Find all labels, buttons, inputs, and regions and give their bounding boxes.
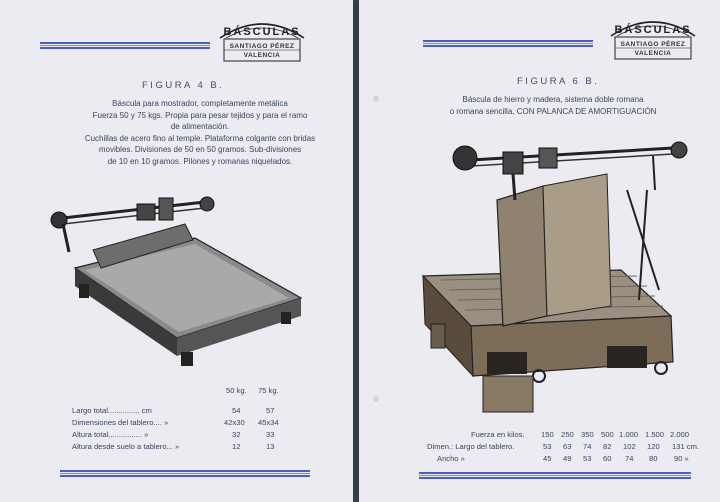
table-row-label: Dimensiones del tablero.... » <box>72 418 169 427</box>
platform-scale-illustration <box>411 130 711 430</box>
table-cell: 500 <box>601 430 614 439</box>
table-cell: 90 » <box>674 454 689 463</box>
table-cell: 2.000 <box>670 430 690 439</box>
dimen-label: Dimen.: Largo del tablero. <box>427 442 515 451</box>
description-line: movibles. Divisiones de 50 en 50 gramos. Sub-divisiones <box>98 145 302 154</box>
table-cell: 74 <box>625 454 634 463</box>
table-row-label: Largo total............... cm <box>72 406 152 415</box>
punch-hole <box>373 96 379 102</box>
table-cell: 60 <box>603 454 612 463</box>
sizes-table <box>359 424 720 464</box>
table-cell: 80 <box>649 454 658 463</box>
figure-title: FIGURA 6 B. <box>517 76 600 87</box>
footer-rule <box>60 470 310 477</box>
table-cell: 12 <box>232 442 241 451</box>
table-cell: 45x34 <box>258 418 279 427</box>
header-rule <box>40 42 210 49</box>
table-cell: 33 <box>266 430 275 439</box>
product-description <box>60 98 340 167</box>
table-row-label: Altura desde suelo a tablero... » <box>72 442 180 451</box>
table-cell: 1.000 <box>619 430 639 439</box>
table-cell: 49 <box>563 454 572 463</box>
description-line: Cuchillas de acero fino al temple. Plataforma colgante con bridas <box>84 133 316 143</box>
catalog-page-right <box>359 0 720 502</box>
footer-rule <box>419 472 691 479</box>
description-line: de 10 en 10 gramos. Pilones y romanas niquelados. <box>107 156 293 166</box>
table-cell: 1.500 <box>645 430 665 439</box>
table-cell: 150 <box>541 430 554 439</box>
counter-scale-illustration <box>45 188 315 378</box>
catalog-page-left <box>0 0 353 502</box>
logo-maker: SANTIAGO PÉREZ <box>229 43 295 50</box>
figure-title: FIGURA 4 B. <box>142 80 225 91</box>
table-header: 50 kg. <box>226 386 247 395</box>
description-line: Báscula para mostrador, completamente metálica <box>112 99 288 108</box>
basculas-logo <box>214 16 310 64</box>
logo-maker: SANTIAGO PÉREZ <box>620 41 686 48</box>
logo-city: VALENCIA <box>243 52 281 59</box>
description-line: Báscula de hierro y madera, sistema doble romana <box>462 95 644 104</box>
table-cell: 250 <box>561 430 574 439</box>
table-cell: 53 <box>583 454 592 463</box>
table-cell: 13 <box>266 442 275 451</box>
logo-word: BÁSCULAS <box>614 24 692 36</box>
header-rule <box>423 40 593 47</box>
table-cell: 54 <box>232 406 241 415</box>
table-cell: 350 <box>581 430 594 439</box>
logo-city: VALENCIA <box>634 50 672 57</box>
table-cell: 53 <box>543 442 552 451</box>
table-cell: 57 <box>266 406 275 415</box>
ancho-label: Ancho » <box>437 454 465 463</box>
basculas-logo <box>605 14 701 62</box>
table-cell: 131 cm. <box>672 442 700 451</box>
punch-hole <box>373 396 379 402</box>
table-cell: 63 <box>563 442 572 451</box>
table-cell: 45 <box>543 454 552 463</box>
description-line: Fuerza 50 y 75 kgs. Propia para pesar tejidos y para el ramo <box>92 110 308 120</box>
force-label: Fuerza en kilos. <box>471 430 525 439</box>
logo-word: BÁSCULAS <box>223 26 301 38</box>
table-header: 75 kg. <box>258 386 279 395</box>
description-line: de alimentación. <box>170 122 230 131</box>
table-cell: 120 <box>647 442 660 451</box>
product-description <box>403 94 703 117</box>
dimensions-table <box>0 386 353 456</box>
table-cell: 82 <box>603 442 612 451</box>
table-cell: 32 <box>232 430 241 439</box>
table-row-label: Altura total................ » <box>72 430 149 439</box>
table-cell: 74 <box>583 442 592 451</box>
table-cell: 42x30 <box>224 418 245 427</box>
description-line: o romana sencilla, CON PALANCA DE AMORTIGUACIÓN <box>449 106 657 116</box>
table-cell: 102 <box>623 442 636 451</box>
